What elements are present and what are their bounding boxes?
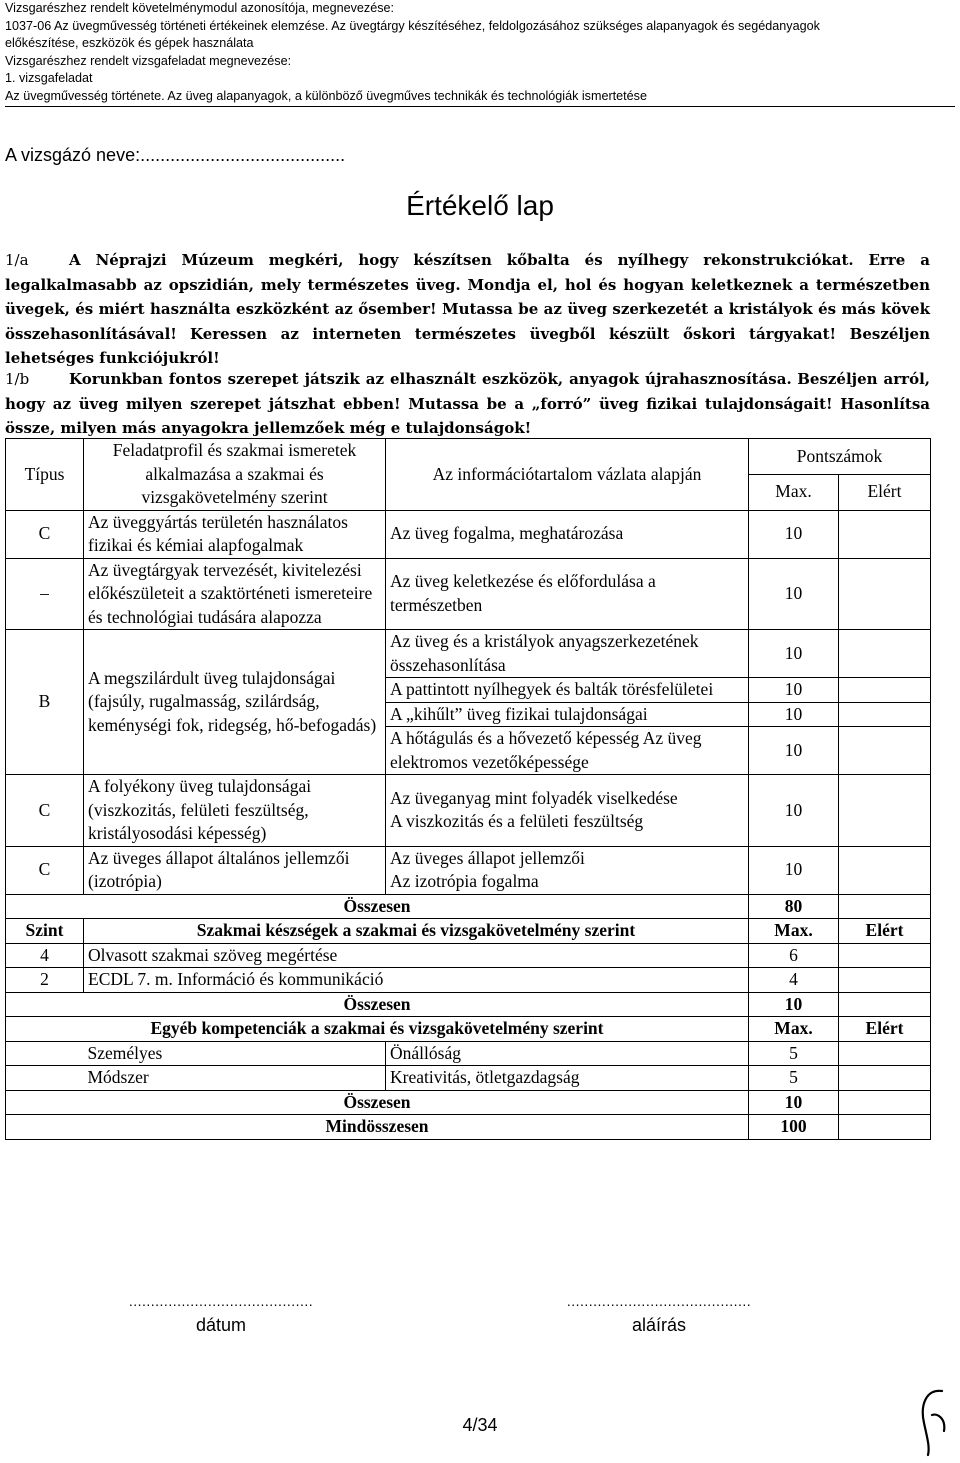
content-cell: Az üveg keletkezése és előfordulása a természetben — [386, 558, 749, 630]
table-header-row — [6, 439, 931, 475]
achieved-points-cell[interactable] — [839, 943, 931, 968]
content-line: Az izotrópia fogalma — [390, 871, 539, 891]
max-points-cell: 5 — [749, 1041, 839, 1066]
subtotal-label: Összesen — [6, 894, 749, 919]
achieved-points-cell[interactable] — [839, 510, 931, 558]
col-header-achieved: Elért — [839, 474, 931, 510]
grand-total-row — [6, 1115, 931, 1140]
date-line[interactable]: .......................................... — [128, 1293, 314, 1309]
category-cell: Módszer — [84, 1066, 386, 1091]
content-cell: A pattintott nyílhegyek és balták törésfelületei — [386, 678, 749, 703]
achieved-points-cell[interactable] — [839, 1066, 931, 1091]
evaluation-table — [5, 438, 931, 1140]
achieved-points-cell[interactable] — [839, 702, 931, 727]
max-points-cell: 6 — [749, 943, 839, 968]
subtotal-max: 10 — [749, 1090, 839, 1115]
col-header-points: Pontszámok — [749, 439, 931, 475]
page-number: 4/34 — [462, 1415, 498, 1435]
subtotal-max: 80 — [749, 894, 839, 919]
achieved-points-cell[interactable] — [839, 558, 931, 630]
table-row — [6, 968, 931, 993]
col-header-level: Szint — [6, 919, 84, 944]
page-title: Értékelő lap — [406, 190, 554, 221]
subtotal-label: Összesen — [6, 992, 749, 1017]
table-row — [6, 1066, 931, 1091]
content-cell: A hőtágulás és a hővezető képesség Az üveg elektromos vezetőképessége — [386, 727, 749, 775]
type-cell: C — [6, 846, 84, 894]
content-cell: A „kihűlt” üveg fizikai tulajdonságai — [386, 702, 749, 727]
content-cell: Az üveg fogalma, meghatározása — [386, 510, 749, 558]
table-row — [6, 558, 931, 630]
subtotal-max: 10 — [749, 992, 839, 1017]
table-row — [6, 630, 931, 678]
max-points-cell: 10 — [749, 846, 839, 894]
handwritten-initial-mark — [918, 1385, 952, 1457]
col-header-achieved: Elért — [839, 919, 931, 944]
col-header-other: Egyéb kompetenciák a szakmai és vizsgakövetelmény szerint — [6, 1017, 749, 1042]
max-points-cell: 10 — [749, 678, 839, 703]
signature-label: aláírás — [631, 1315, 687, 1335]
content-line: Az üveges állapot jellemzői — [390, 847, 585, 868]
max-points-cell: 10 — [749, 727, 839, 775]
header-line: Vizsgarészhez rendelt követelménymodul azonosítója, megnevezése: — [5, 1, 394, 15]
subtotal-row — [6, 1090, 931, 1115]
col-header-skills: Szakmai készségek a szakmai és vizsgakövetelmény szerint — [84, 919, 749, 944]
type-cell: – — [6, 558, 84, 630]
table-row — [6, 943, 931, 968]
other-header-row — [6, 1017, 931, 1042]
content-line: Az üveganyag mint folyadék viselkedése — [390, 787, 678, 808]
subtotal-achieved[interactable] — [839, 1090, 931, 1115]
profile-cell: A megszilárdult üveg tulajdonságai (fajsúly, rugalmasság, szilárdság, keménységi fok, ridegség, hő-befogadás) — [84, 630, 386, 775]
achieved-points-cell[interactable] — [839, 727, 931, 775]
content-cell: Az üveg és a kristályok anyagszerkezetének összehasonlítása — [386, 630, 749, 678]
col-header-max: Max. — [749, 919, 839, 944]
examinee-name-field: A vizsgázó neve:......................................... — [5, 145, 346, 165]
signature-line[interactable]: .......................................... — [566, 1293, 752, 1309]
header-line: előkészítése, eszközök és gépek használata — [5, 36, 254, 51]
subtotal-label: Összesen — [6, 1090, 749, 1115]
date-label: dátum — [195, 1315, 247, 1335]
achieved-points-cell[interactable] — [839, 968, 931, 993]
skill-cell: Olvasott szakmai szöveg megértése — [84, 943, 749, 968]
subtotal-achieved[interactable] — [839, 894, 931, 919]
max-points-cell: 5 — [749, 1066, 839, 1091]
max-points-cell: 10 — [749, 630, 839, 678]
type-cell: B — [6, 630, 84, 775]
achieved-points-cell[interactable] — [839, 775, 931, 847]
content-cell — [386, 775, 749, 847]
subtotal-row — [6, 894, 931, 919]
task-text: Korunkban fontos szerepet játszik az elhasznált eszközök, anyagok újrahasznosítása. — [69, 370, 792, 388]
date-signature-block — [86, 1293, 356, 1336]
type-cell: C — [6, 775, 84, 847]
col-header-max: Max. — [749, 474, 839, 510]
grand-total-achieved[interactable] — [839, 1115, 931, 1140]
achieved-points-cell[interactable] — [839, 630, 931, 678]
header-line: 1037-06 Az üvegművesség történeti értékeinek elemzése. Az üvegtárgy készítéséhez, feldolgozásához szükséges alapanyagok és segédanyagok — [5, 18, 820, 33]
col-header-content: Az információtartalom vázlata alapján — [386, 439, 749, 511]
table-row — [6, 1041, 931, 1066]
achieved-points-cell[interactable] — [839, 678, 931, 703]
grand-total-max: 100 — [749, 1115, 839, 1140]
profile-cell: Az üvegtárgyak tervezését, kivitelezési előkészületeit a szaktörténeti ismereteire és technológiai tudására alapozza — [84, 558, 386, 630]
empty-cell — [6, 1066, 84, 1091]
task-1a — [5, 248, 930, 371]
document-header — [5, 0, 955, 107]
col-header-achieved: Elért — [839, 1017, 931, 1042]
achieved-points-cell[interactable] — [839, 1041, 931, 1066]
header-line: Az üvegművesség története. Az üveg alapanyagok, a különböző üvegműves technikák és technológiák ismertetése — [5, 88, 955, 107]
table-row — [6, 510, 931, 558]
content-cell — [386, 846, 749, 894]
level-cell: 2 — [6, 968, 84, 993]
task-text-bold: Beszéljen arról, hogy az üveg milyen szerepet játszhat ebben! Mutassa be a „forró” üveg fizikai tulajdonságait! Hasonlítsa össze, milyen más anyagokra jellemzőek még e tulajdonságok! — [5, 370, 930, 437]
skills-header-row — [6, 919, 931, 944]
table-row — [6, 775, 931, 847]
category-cell: Személyes — [84, 1041, 386, 1066]
level-cell: 4 — [6, 943, 84, 968]
signature-block — [524, 1293, 794, 1336]
task-text: A Néprajzi Múzeum megkéri, hogy készítsen kőbalta és nyílhegy rekonstrukciókat. Erre a legalkalmasabb az opszidián, mely természetes üveg. Mondja el, hol és hogyan keletkeznek a természetben üvegek, és miért használta eszközként az ősember! Mutassa be az üveg szerkezetét a kristályok és más kövek összehasonlításával! — [5, 251, 930, 343]
type-cell: C — [6, 510, 84, 558]
subtotal-row — [6, 992, 931, 1017]
col-header-profile: Feladatprofil és szakmai ismeretek alkalmazása a szakmai és vizsgakövetelmény szerint — [84, 439, 386, 511]
max-points-cell: 4 — [749, 968, 839, 993]
table-row — [6, 846, 931, 894]
achieved-points-cell[interactable] — [839, 846, 931, 894]
task-label: 1/a — [5, 251, 29, 269]
empty-cell — [6, 1041, 84, 1066]
max-points-cell: 10 — [749, 775, 839, 847]
skill-cell: ECDL 7. m. Információ és kommunikáció — [84, 968, 749, 993]
competence-cell: Önállóság — [386, 1041, 749, 1066]
profile-cell: Az üveges állapot általános jellemzői (izotrópia) — [84, 846, 386, 894]
content-line: A viszkozitás és a felületi feszültség — [390, 811, 644, 832]
grand-total-label: Mindösszesen — [6, 1115, 749, 1140]
profile-cell: A folyékony üveg tulajdonságai (viszkozitás, felületi feszültség, kristályosodási képesség) — [84, 775, 386, 847]
header-line: 1. vizsgafeladat — [5, 71, 93, 86]
subtotal-achieved[interactable] — [839, 992, 931, 1017]
header-line: Vizsgarészhez rendelt vizsgafeladat megnevezése: — [5, 53, 292, 68]
col-header-max: Max. — [749, 1017, 839, 1042]
max-points-cell: 10 — [749, 702, 839, 727]
task-text-bold: Keressen az interneten természetes üvegből készült őskori tárgyakat! Beszéljen lehetséges funkciójukról! — [5, 324, 930, 367]
task-1b — [5, 367, 930, 441]
max-points-cell: 10 — [749, 558, 839, 630]
competence-cell: Kreativitás, ötletgazdagság — [386, 1066, 749, 1091]
profile-cell: Az üveggyártás területén használatos fizikai és kémiai alapfogalmak — [84, 510, 386, 558]
task-label: 1/b — [5, 370, 30, 388]
max-points-cell: 10 — [749, 510, 839, 558]
col-header-type: Típus — [6, 439, 84, 511]
